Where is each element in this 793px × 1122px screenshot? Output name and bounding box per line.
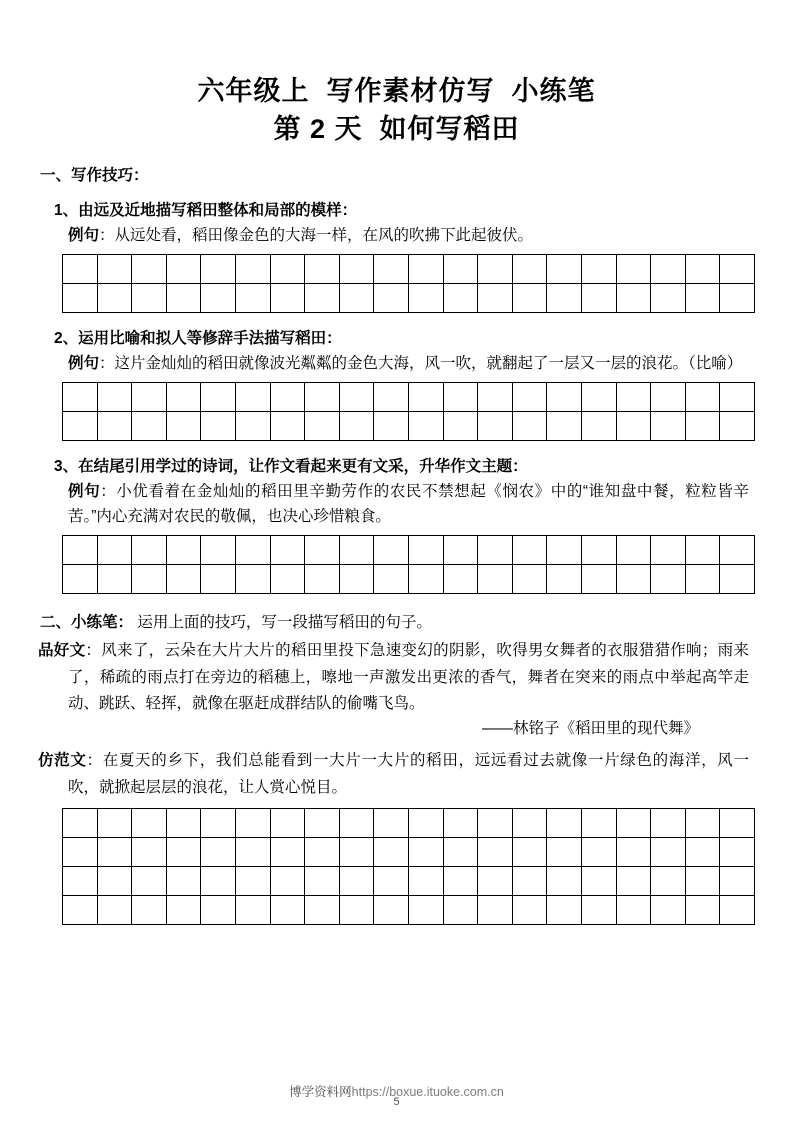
grid-cell[interactable] — [408, 411, 443, 440]
example-text-3: ：小优看着在金灿灿的稻田里辛勤劳作的农民不禁想起《悯农》中的“谁知盘中餐，粒粒皆辛苦。”内心充满对农民的敬佩，也决心珍惜粮食。 — [68, 482, 749, 525]
grid-cell[interactable] — [685, 254, 720, 283]
grid-cell[interactable] — [305, 382, 340, 411]
grid-cell[interactable] — [581, 536, 616, 565]
grid-cell[interactable] — [305, 565, 340, 594]
grid-cell[interactable] — [651, 837, 686, 866]
grid-cell[interactable] — [443, 536, 478, 565]
grid-row[interactable] — [63, 411, 755, 440]
grid-cell[interactable] — [132, 411, 167, 440]
grid-cell[interactable] — [166, 411, 201, 440]
grid-row[interactable] — [63, 283, 755, 312]
grid-cell[interactable] — [547, 382, 582, 411]
grid-cell[interactable] — [374, 808, 409, 837]
grid-cell[interactable] — [616, 411, 651, 440]
grid-cell[interactable] — [235, 411, 270, 440]
grid-cell[interactable] — [63, 565, 98, 594]
attribution: ——林铭子《稻田里的现代舞》 — [481, 720, 699, 738]
grid-cell[interactable] — [512, 837, 547, 866]
grid-cell[interactable] — [235, 895, 270, 924]
tip-heading-1: 1、由远及近地描写稻田整体和局部的模样： — [54, 201, 358, 219]
grid-cell[interactable] — [132, 837, 167, 866]
grid-cell[interactable] — [512, 866, 547, 895]
grid-cell[interactable] — [166, 808, 201, 837]
grid-cell[interactable] — [720, 808, 755, 837]
grid-cell[interactable] — [305, 254, 340, 283]
grid-cell[interactable] — [97, 254, 132, 283]
grid-cell[interactable] — [374, 283, 409, 312]
grid-cell[interactable] — [616, 382, 651, 411]
grid-cell[interactable] — [339, 808, 374, 837]
grid-cell[interactable] — [63, 254, 98, 283]
grid-cell[interactable] — [720, 866, 755, 895]
grid-cell[interactable] — [720, 565, 755, 594]
grid-cell[interactable] — [651, 411, 686, 440]
imitation-label: 仿范文 — [38, 752, 87, 770]
grid-cell[interactable] — [616, 283, 651, 312]
grid-cell[interactable] — [235, 536, 270, 565]
grid-cell[interactable] — [339, 382, 374, 411]
grid-cell[interactable] — [305, 895, 340, 924]
grid-cell[interactable] — [408, 536, 443, 565]
grid-cell[interactable] — [201, 565, 236, 594]
grid-cell[interactable] — [97, 382, 132, 411]
grid-cell[interactable] — [201, 536, 236, 565]
writing-grid-1[interactable] — [62, 254, 755, 313]
title-line-2: 第 2 天 如何写稻田 — [273, 114, 520, 145]
grid-cell[interactable] — [235, 837, 270, 866]
grid-cell[interactable] — [305, 808, 340, 837]
grid-cell[interactable] — [201, 808, 236, 837]
grid-cell[interactable] — [235, 565, 270, 594]
grid-cell[interactable] — [63, 283, 98, 312]
grid-cell[interactable] — [685, 536, 720, 565]
grid-cell[interactable] — [443, 837, 478, 866]
grid-cell[interactable] — [305, 837, 340, 866]
grid-cell[interactable] — [616, 895, 651, 924]
grid-cell[interactable] — [166, 565, 201, 594]
tip-heading-2: 2、运用比喻和拟人等修辞手法描写稻田： — [54, 329, 342, 347]
tip-example-2 — [38, 351, 755, 376]
grid-cell[interactable] — [443, 382, 478, 411]
writing-grid-3[interactable] — [62, 535, 755, 594]
grid-cell[interactable] — [132, 382, 167, 411]
grid-cell[interactable] — [408, 254, 443, 283]
grid-cell[interactable] — [547, 565, 582, 594]
grid-cell[interactable] — [512, 411, 547, 440]
grid-cell[interactable] — [512, 808, 547, 837]
grid-cell[interactable] — [235, 866, 270, 895]
example-text-2: ：这片金灿灿的稻田就像波光粼粼的金色大海，风一吹，就翻起了一层又一层的浪花。（比喻） — [99, 354, 743, 372]
footer-url: https://boxue.ituoke.com.cn — [351, 1085, 504, 1099]
practice-heading-bold: 二、小练笔： — [40, 614, 134, 632]
page-number: 5 — [393, 1096, 400, 1108]
grid-cell[interactable] — [581, 411, 616, 440]
grid-cell[interactable] — [581, 565, 616, 594]
grid-cell[interactable] — [305, 411, 340, 440]
tip-heading-3: 3、在结尾引用学过的诗词，让作文看起来更有文采，升华作文主题： — [54, 457, 528, 475]
grid-cell[interactable] — [201, 382, 236, 411]
practice-heading-rest: 运用上面的技巧，写一段描写稻田的句子。 — [133, 614, 432, 632]
grid-cell[interactable] — [374, 536, 409, 565]
grid-cell[interactable] — [478, 866, 513, 895]
grid-cell[interactable] — [408, 895, 443, 924]
grid-cell[interactable] — [235, 382, 270, 411]
grid-cell[interactable] — [443, 808, 478, 837]
grid-cell[interactable] — [581, 837, 616, 866]
grid-cell[interactable] — [720, 411, 755, 440]
grid-cell[interactable] — [651, 565, 686, 594]
grid-cell[interactable] — [132, 808, 167, 837]
grid-cell[interactable] — [408, 283, 443, 312]
grid-cell[interactable] — [305, 536, 340, 565]
grid-row[interactable] — [63, 536, 755, 565]
good-text-paragraph — [38, 638, 755, 718]
grid-cell[interactable] — [720, 536, 755, 565]
grid-cell[interactable] — [720, 895, 755, 924]
grid-cell[interactable] — [616, 536, 651, 565]
good-text-body: ：风来了，云朵在大片大片的稻田里投下急速变幻的阴影，吹得男女舞者的衣服猎猎作响；雨来了，稀疏的雨点打在旁边的稻穗上，嚓地一声激发出更浓的香气，舞者在突来的雨点中举起高竿走动、跳跃、轻挥，就像在驱赶成群结队的偷嘴飞鸟。 — [68, 642, 749, 713]
grid-cell[interactable] — [547, 411, 582, 440]
writing-grid-2[interactable] — [62, 382, 755, 441]
grid-cell[interactable] — [443, 895, 478, 924]
grid-cell[interactable] — [270, 382, 305, 411]
grid-cell[interactable] — [720, 283, 755, 312]
grid-cell[interactable] — [547, 536, 582, 565]
grid-cell[interactable] — [270, 808, 305, 837]
imitation-body: ：在夏天的乡下，我们总能看到一大片一大片的稻田，远远看过去就像一片绿色的海洋，风一吹，就掀起层层的浪花，让人赏心悦目。 — [68, 752, 749, 797]
grid-cell[interactable] — [616, 565, 651, 594]
grid-cell[interactable] — [374, 411, 409, 440]
grid-cell[interactable] — [547, 866, 582, 895]
grid-cell[interactable] — [201, 895, 236, 924]
grid-cell[interactable] — [443, 283, 478, 312]
grid-cell[interactable] — [651, 283, 686, 312]
grid-cell[interactable] — [270, 283, 305, 312]
grid-cell[interactable] — [512, 536, 547, 565]
page-title — [38, 72, 755, 149]
grid-cell[interactable] — [374, 254, 409, 283]
grid-cell[interactable] — [132, 283, 167, 312]
example-label-1: 例句 — [68, 226, 100, 244]
grid-cell[interactable] — [547, 808, 582, 837]
tip-example-1 — [38, 223, 755, 248]
grid-cell[interactable] — [408, 866, 443, 895]
grid-cell[interactable] — [651, 895, 686, 924]
grid-cell[interactable] — [270, 866, 305, 895]
grid-cell[interactable] — [63, 895, 98, 924]
grid-cell[interactable] — [63, 382, 98, 411]
grid-cell[interactable] — [132, 565, 167, 594]
grid-cell[interactable] — [339, 411, 374, 440]
grid-cell[interactable] — [270, 536, 305, 565]
grid-cell[interactable] — [374, 565, 409, 594]
grid-cell[interactable] — [478, 283, 513, 312]
grid-cell[interactable] — [616, 808, 651, 837]
grid-cell[interactable] — [685, 283, 720, 312]
grid-cell[interactable] — [201, 411, 236, 440]
writing-grid-practice[interactable] — [62, 808, 755, 925]
grid-cell[interactable] — [443, 866, 478, 895]
grid-cell[interactable] — [478, 536, 513, 565]
grid-cell[interactable] — [478, 411, 513, 440]
grid-cell[interactable] — [685, 866, 720, 895]
grid-cell[interactable] — [512, 254, 547, 283]
example-label-2: 例句 — [68, 354, 100, 372]
grid-cell[interactable] — [443, 565, 478, 594]
grid-cell[interactable] — [166, 866, 201, 895]
grid-cell[interactable] — [97, 536, 132, 565]
example-text-1: ：从远处看，稻田像金色的大海一样，在风的吹拂下此起彼伏。 — [99, 226, 534, 244]
grid-cell[interactable] — [97, 283, 132, 312]
grid-cell[interactable] — [685, 382, 720, 411]
grid-cell[interactable] — [339, 895, 374, 924]
grid-cell[interactable] — [478, 254, 513, 283]
grid-cell[interactable] — [339, 536, 374, 565]
grid-cell[interactable] — [547, 254, 582, 283]
grid-cell[interactable] — [651, 866, 686, 895]
grid-cell[interactable] — [270, 895, 305, 924]
example-label-3: 例句 — [68, 482, 101, 500]
grid-cell[interactable] — [478, 382, 513, 411]
grid-cell[interactable] — [166, 536, 201, 565]
grid-cell[interactable] — [685, 837, 720, 866]
grid-cell[interactable] — [63, 536, 98, 565]
grid-cell[interactable] — [408, 565, 443, 594]
grid-row[interactable] — [63, 808, 755, 837]
grid-cell[interactable] — [651, 254, 686, 283]
good-text-label: 品好文 — [38, 642, 86, 660]
grid-cell[interactable] — [478, 565, 513, 594]
grid-cell[interactable] — [97, 808, 132, 837]
grid-cell[interactable] — [132, 254, 167, 283]
grid-cell[interactable] — [63, 866, 98, 895]
grid-row[interactable] — [63, 254, 755, 283]
grid-cell[interactable] — [547, 283, 582, 312]
grid-cell[interactable] — [201, 254, 236, 283]
grid-cell[interactable] — [132, 536, 167, 565]
grid-cell[interactable] — [512, 895, 547, 924]
grid-cell[interactable] — [443, 411, 478, 440]
imitation-paragraph — [38, 748, 755, 801]
grid-cell[interactable] — [374, 895, 409, 924]
grid-cell[interactable] — [339, 837, 374, 866]
grid-cell[interactable] — [581, 895, 616, 924]
grid-cell[interactable] — [270, 411, 305, 440]
grid-cell[interactable] — [374, 866, 409, 895]
grid-cell[interactable] — [97, 411, 132, 440]
grid-cell[interactable] — [685, 411, 720, 440]
grid-cell[interactable] — [374, 382, 409, 411]
grid-cell[interactable] — [97, 895, 132, 924]
grid-cell[interactable] — [201, 866, 236, 895]
grid-row[interactable] — [63, 565, 755, 594]
grid-cell[interactable] — [616, 866, 651, 895]
grid-cell[interactable] — [720, 837, 755, 866]
section-heading-techniques: 一、写作技巧： — [40, 166, 149, 184]
grid-row[interactable] — [63, 382, 755, 411]
grid-cell[interactable] — [616, 254, 651, 283]
grid-cell[interactable] — [512, 283, 547, 312]
grid-cell[interactable] — [512, 382, 547, 411]
grid-cell[interactable] — [235, 283, 270, 312]
tip-example-3 — [38, 479, 755, 529]
grid-cell[interactable] — [616, 837, 651, 866]
grid-cell[interactable] — [201, 837, 236, 866]
grid-cell[interactable] — [166, 283, 201, 312]
grid-cell[interactable] — [270, 254, 305, 283]
grid-cell[interactable] — [305, 866, 340, 895]
grid-cell[interactable] — [63, 808, 98, 837]
grid-cell[interactable] — [339, 565, 374, 594]
grid-cell[interactable] — [132, 895, 167, 924]
grid-cell[interactable] — [132, 866, 167, 895]
grid-cell[interactable] — [547, 837, 582, 866]
grid-cell[interactable] — [97, 866, 132, 895]
grid-cell[interactable] — [547, 895, 582, 924]
section-heading-practice — [38, 610, 755, 632]
grid-cell[interactable] — [339, 283, 374, 312]
title-line-1: 六年级上 写作素材仿写 小练笔 — [197, 76, 596, 106]
grid-cell[interactable] — [201, 283, 236, 312]
grid-cell[interactable] — [339, 254, 374, 283]
grid-cell[interactable] — [651, 808, 686, 837]
grid-cell[interactable] — [685, 808, 720, 837]
grid-cell[interactable] — [235, 808, 270, 837]
grid-row[interactable] — [63, 866, 755, 895]
grid-cell[interactable] — [166, 254, 201, 283]
grid-cell[interactable] — [235, 254, 270, 283]
grid-cell[interactable] — [581, 866, 616, 895]
grid-cell[interactable] — [408, 382, 443, 411]
grid-cell[interactable] — [478, 808, 513, 837]
grid-cell[interactable] — [166, 895, 201, 924]
grid-cell[interactable] — [443, 254, 478, 283]
grid-cell[interactable] — [305, 283, 340, 312]
grid-cell[interactable] — [651, 536, 686, 565]
grid-cell[interactable] — [270, 565, 305, 594]
grid-row[interactable] — [63, 895, 755, 924]
grid-cell[interactable] — [270, 837, 305, 866]
grid-cell[interactable] — [685, 565, 720, 594]
grid-cell[interactable] — [581, 283, 616, 312]
grid-cell[interactable] — [63, 837, 98, 866]
grid-cell[interactable] — [166, 837, 201, 866]
grid-cell[interactable] — [720, 382, 755, 411]
footer-brand: 博学资料网 — [289, 1085, 352, 1099]
grid-cell[interactable] — [478, 895, 513, 924]
grid-cell[interactable] — [408, 837, 443, 866]
grid-cell[interactable] — [374, 837, 409, 866]
grid-cell[interactable] — [97, 837, 132, 866]
grid-cell[interactable] — [408, 808, 443, 837]
grid-cell[interactable] — [581, 254, 616, 283]
grid-cell[interactable] — [478, 837, 513, 866]
grid-cell[interactable] — [166, 382, 201, 411]
grid-cell[interactable] — [685, 895, 720, 924]
grid-cell[interactable] — [97, 565, 132, 594]
grid-cell[interactable] — [720, 254, 755, 283]
grid-cell[interactable] — [651, 382, 686, 411]
grid-cell[interactable] — [63, 411, 98, 440]
grid-cell[interactable] — [512, 565, 547, 594]
grid-row[interactable] — [63, 837, 755, 866]
grid-cell[interactable] — [581, 808, 616, 837]
grid-cell[interactable] — [339, 866, 374, 895]
grid-cell[interactable] — [581, 382, 616, 411]
